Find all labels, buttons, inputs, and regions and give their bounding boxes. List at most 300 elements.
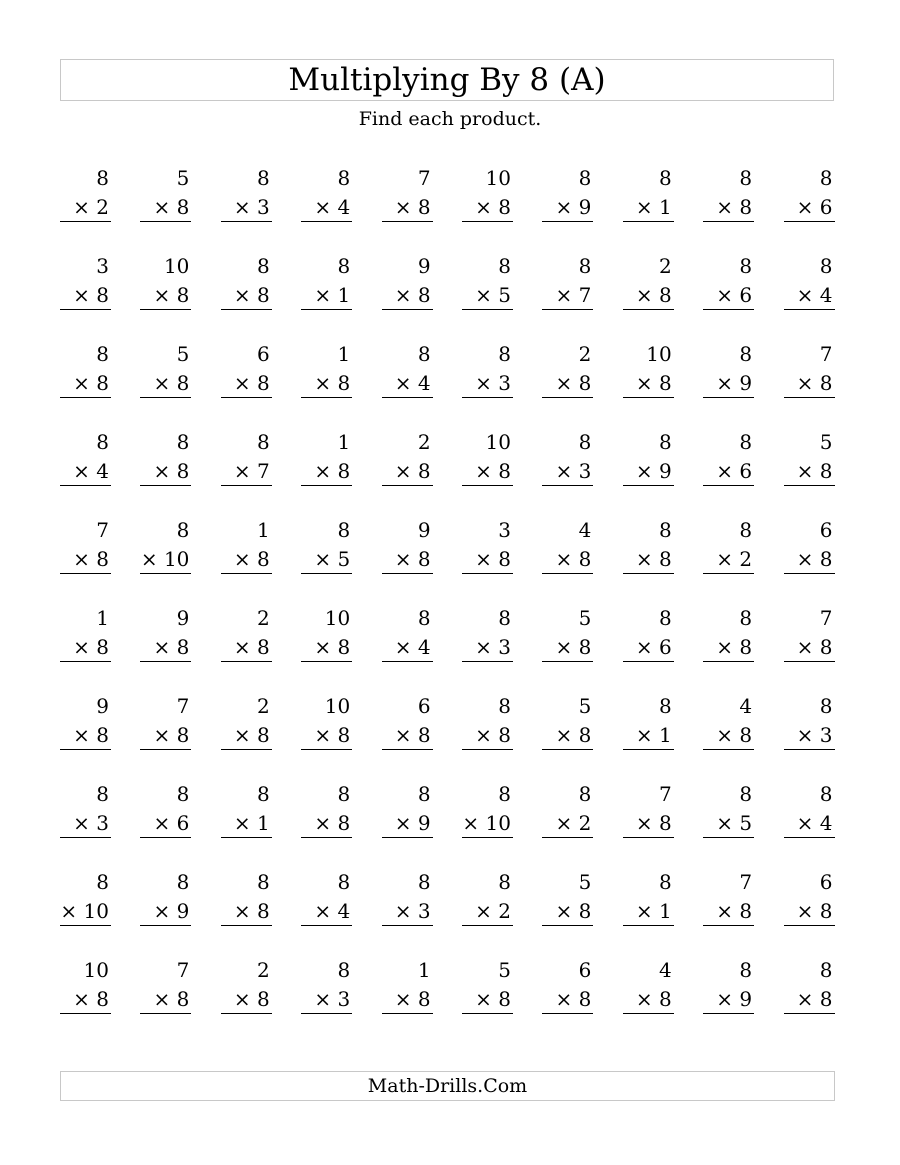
answer-line <box>140 485 191 486</box>
problem <box>623 512 674 572</box>
problem <box>301 776 352 836</box>
answer-line <box>462 485 513 486</box>
multiplier: 4 <box>337 899 351 923</box>
times-sign: × <box>233 195 251 219</box>
answer-line <box>542 1013 593 1014</box>
multiplier: 3 <box>819 723 833 747</box>
multiplier: 8 <box>96 547 109 571</box>
multiplier-row <box>234 811 270 835</box>
times-sign: × <box>555 635 573 659</box>
multiplier: 8 <box>337 723 351 747</box>
multiplier: 9 <box>739 371 753 395</box>
multiplier: 8 <box>257 283 270 307</box>
multiplicand: 2 <box>417 430 431 454</box>
problem <box>542 952 593 1012</box>
times-sign: × <box>140 547 158 571</box>
answer-line <box>221 573 272 574</box>
multiplier-row <box>555 899 591 923</box>
answer-line <box>301 573 352 574</box>
multiplier: 8 <box>176 635 190 659</box>
problem <box>542 248 593 308</box>
multiplier-row <box>555 459 591 483</box>
multiplicand: 8 <box>578 166 592 190</box>
multiplicand: 8 <box>659 870 672 894</box>
multiplicand: 8 <box>659 694 672 718</box>
answer-line <box>784 661 835 662</box>
answer-line <box>542 485 593 486</box>
problem <box>382 864 433 924</box>
multiplier: 5 <box>498 283 511 307</box>
multiplicand: 6 <box>819 518 833 542</box>
times-sign: × <box>475 723 492 747</box>
multiplicand: 8 <box>257 254 270 278</box>
multiplier: 4 <box>337 195 351 219</box>
multiplier: 1 <box>659 899 672 923</box>
multiplicand: 8 <box>739 166 753 190</box>
answer-line <box>784 749 835 750</box>
multiplicand: 2 <box>257 606 270 630</box>
multiplier-row <box>154 635 190 659</box>
answer-line <box>703 573 754 574</box>
answer-line <box>60 925 111 926</box>
multiplier: 3 <box>257 195 270 219</box>
times-sign: × <box>233 283 251 307</box>
times-sign: × <box>394 987 412 1011</box>
multiplier-row <box>555 283 591 307</box>
problem <box>301 512 352 572</box>
times-sign: × <box>475 283 492 307</box>
times-sign: × <box>233 811 251 835</box>
multiplicand: 8 <box>417 782 431 806</box>
multiplicand: 8 <box>417 870 431 894</box>
times-sign: × <box>153 723 171 747</box>
multiplier-row <box>716 635 752 659</box>
answer-line <box>784 1013 835 1014</box>
multiplier: 6 <box>176 811 190 835</box>
problem <box>703 688 754 748</box>
multiplicand: 9 <box>417 518 431 542</box>
problem <box>221 424 272 484</box>
multiplier-row <box>636 195 672 219</box>
multiplier-row <box>73 547 109 571</box>
problem <box>382 776 433 836</box>
answer-line <box>382 221 433 222</box>
multiplier-row <box>462 811 511 835</box>
times-sign: × <box>475 195 492 219</box>
problem <box>542 688 593 748</box>
multiplier-row <box>395 371 431 395</box>
multiplier: 8 <box>578 547 592 571</box>
multiplicand: 8 <box>96 870 109 894</box>
multiplicand: 3 <box>498 518 511 542</box>
multiplicand: 6 <box>819 870 833 894</box>
times-sign: × <box>153 283 171 307</box>
multiplier: 2 <box>498 899 511 923</box>
multiplier-row <box>716 459 752 483</box>
multiplier-row <box>716 283 752 307</box>
times-sign: × <box>233 371 251 395</box>
multiplicand: 8 <box>257 166 270 190</box>
answer-line <box>703 1013 754 1014</box>
multiplier-row <box>73 195 109 219</box>
multiplier-row <box>716 547 752 571</box>
times-sign: × <box>73 459 90 483</box>
multiplier: 1 <box>659 723 672 747</box>
multiplier-row <box>314 811 350 835</box>
problem <box>382 512 433 572</box>
problem <box>140 160 191 220</box>
multiplier: 8 <box>819 899 833 923</box>
times-sign: × <box>635 899 653 923</box>
answer-line <box>301 749 352 750</box>
multiplier-row <box>154 987 190 1011</box>
multiplier-row <box>73 811 109 835</box>
multiplicand: 8 <box>96 342 109 366</box>
problem <box>382 248 433 308</box>
answer-line <box>462 573 513 574</box>
multiplier: 6 <box>739 459 753 483</box>
multiplier-row <box>716 987 752 1011</box>
multiplicand: 8 <box>498 870 511 894</box>
multiplicand: 5 <box>578 694 592 718</box>
multiplicand: 1 <box>96 606 109 630</box>
multiplier-row <box>797 635 833 659</box>
multiplier-row <box>73 283 109 307</box>
answer-line <box>784 485 835 486</box>
multiplicand: 7 <box>819 606 833 630</box>
multiplier: 3 <box>417 899 431 923</box>
multiplier: 6 <box>659 635 672 659</box>
multiplicand: 1 <box>257 518 270 542</box>
problem <box>462 776 513 836</box>
times-sign: × <box>635 371 653 395</box>
problem <box>542 864 593 924</box>
multiplier: 6 <box>819 195 833 219</box>
multiplicand: 8 <box>96 782 109 806</box>
answer-line <box>542 661 593 662</box>
multiplicand: 2 <box>257 958 270 982</box>
multiplier: 4 <box>417 635 431 659</box>
multiplier: 8 <box>819 459 833 483</box>
answer-line <box>140 749 191 750</box>
problem <box>140 336 191 396</box>
multiplier-row <box>716 899 752 923</box>
multiplier-row <box>395 987 431 1011</box>
times-sign: × <box>153 811 171 835</box>
times-sign: × <box>73 987 90 1011</box>
times-sign: × <box>716 899 734 923</box>
times-sign: × <box>716 987 734 1011</box>
multiplicand: 5 <box>176 342 190 366</box>
answer-line <box>301 397 352 398</box>
multiplier: 8 <box>176 371 190 395</box>
multiplier-row <box>475 459 511 483</box>
multiplier: 8 <box>498 195 511 219</box>
answer-line <box>221 1013 272 1014</box>
times-sign: × <box>233 635 251 659</box>
multiplicand: 8 <box>819 782 833 806</box>
problem <box>221 776 272 836</box>
multiplier: 5 <box>739 811 753 835</box>
multiplicand: 8 <box>257 430 270 454</box>
times-sign: × <box>153 371 171 395</box>
multiplicand: 5 <box>578 870 592 894</box>
multiplier: 8 <box>739 723 753 747</box>
multiplicand: 8 <box>739 254 753 278</box>
multiplier-row <box>314 371 350 395</box>
problem <box>301 336 352 396</box>
multiplicand: 2 <box>659 254 672 278</box>
answer-line <box>703 397 754 398</box>
multiplier-row <box>475 987 511 1011</box>
multiplier-row <box>314 635 350 659</box>
times-sign: × <box>462 811 480 835</box>
multiplicand: 1 <box>337 430 351 454</box>
problem <box>703 512 754 572</box>
problem <box>462 424 513 484</box>
answer-line <box>301 485 352 486</box>
multiplier: 8 <box>659 811 672 835</box>
answer-line <box>623 485 674 486</box>
problem <box>703 776 754 836</box>
times-sign: × <box>314 547 332 571</box>
times-sign: × <box>233 987 251 1011</box>
multiplier-row <box>555 547 591 571</box>
footer-box <box>60 1071 835 1101</box>
times-sign: × <box>475 371 492 395</box>
times-sign: × <box>394 459 412 483</box>
problem <box>542 424 593 484</box>
multiplier-row <box>73 723 109 747</box>
answer-line <box>301 309 352 310</box>
multiplier: 8 <box>417 987 431 1011</box>
multiplicand: 8 <box>96 166 109 190</box>
problem <box>140 688 191 748</box>
multiplier-row <box>636 899 672 923</box>
multiplier-row <box>314 459 350 483</box>
times-sign: × <box>796 635 814 659</box>
problem-grid <box>60 160 836 1040</box>
multiplier: 8 <box>498 459 511 483</box>
times-sign: × <box>716 811 734 835</box>
multiplier-row <box>154 811 190 835</box>
problem <box>60 688 111 748</box>
multiplicand: 8 <box>578 430 592 454</box>
problem <box>703 336 754 396</box>
answer-line <box>462 837 513 838</box>
problem <box>60 864 111 924</box>
multiplier-row <box>395 195 431 219</box>
problem <box>462 864 513 924</box>
multiplier: 7 <box>257 459 270 483</box>
multiplicand: 8 <box>176 518 190 542</box>
times-sign: × <box>796 899 814 923</box>
answer-line <box>623 309 674 310</box>
times-sign: × <box>716 547 734 571</box>
multiplier-row <box>475 195 511 219</box>
multiplier-row <box>636 283 672 307</box>
answer-line <box>623 749 674 750</box>
times-sign: × <box>635 459 653 483</box>
problem <box>462 160 513 220</box>
problem <box>60 952 111 1012</box>
times-sign: × <box>475 899 492 923</box>
problem <box>784 424 835 484</box>
answer-line <box>703 749 754 750</box>
problem <box>221 600 272 660</box>
multiplier: 6 <box>739 283 753 307</box>
problem <box>221 336 272 396</box>
times-sign: × <box>796 195 814 219</box>
multiplier: 8 <box>659 371 672 395</box>
multiplier: 8 <box>337 459 351 483</box>
problem <box>462 688 513 748</box>
multiplier-row <box>716 371 752 395</box>
multiplicand: 8 <box>257 870 270 894</box>
multiplier-row <box>797 723 833 747</box>
multiplier-row <box>234 547 270 571</box>
problem <box>623 600 674 660</box>
problem <box>301 600 352 660</box>
multiplier: 3 <box>96 811 109 835</box>
multiplicand: 8 <box>417 606 431 630</box>
multiplier: 8 <box>498 547 511 571</box>
multiplier-row <box>555 811 591 835</box>
answer-line <box>703 309 754 310</box>
problem <box>784 248 835 308</box>
multiplicand: 8 <box>337 870 351 894</box>
multiplier-row <box>395 635 431 659</box>
answer-line <box>140 1013 191 1014</box>
multiplier-row <box>60 899 109 923</box>
answer-line <box>221 221 272 222</box>
multiplier: 9 <box>578 195 592 219</box>
multiplier: 8 <box>96 987 109 1011</box>
multiplicand: 8 <box>176 430 190 454</box>
multiplicand: 5 <box>819 430 833 454</box>
multiplier-row <box>314 547 350 571</box>
answer-line <box>623 925 674 926</box>
times-sign: × <box>394 283 412 307</box>
multiplier: 8 <box>176 987 190 1011</box>
problem <box>140 512 191 572</box>
multiplicand: 8 <box>337 254 351 278</box>
problem <box>542 600 593 660</box>
times-sign: × <box>394 723 412 747</box>
answer-line <box>221 309 272 310</box>
multiplicand: 8 <box>337 518 351 542</box>
problem <box>60 600 111 660</box>
multiplicand: 8 <box>176 870 190 894</box>
answer-line <box>462 661 513 662</box>
multiplier-row <box>636 635 672 659</box>
multiplier: 9 <box>659 459 672 483</box>
multiplier-row <box>314 987 350 1011</box>
multiplier: 8 <box>498 987 511 1011</box>
times-sign: × <box>716 635 734 659</box>
problem <box>542 776 593 836</box>
multiplicand: 9 <box>176 606 190 630</box>
problem <box>703 160 754 220</box>
multiplier-row <box>395 547 431 571</box>
times-sign: × <box>635 987 653 1011</box>
times-sign: × <box>314 811 332 835</box>
problem <box>623 952 674 1012</box>
problem <box>301 864 352 924</box>
multiplier: 8 <box>176 723 190 747</box>
problem <box>784 952 835 1012</box>
multiplier-row <box>636 371 672 395</box>
multiplicand: 10 <box>485 166 511 190</box>
problem <box>382 160 433 220</box>
problem <box>542 160 593 220</box>
answer-line <box>703 221 754 222</box>
multiplicand: 8 <box>739 342 753 366</box>
problem <box>221 512 272 572</box>
multiplicand: 9 <box>417 254 431 278</box>
problem <box>221 248 272 308</box>
answer-line <box>542 221 593 222</box>
times-sign: × <box>153 899 171 923</box>
problem <box>382 952 433 1012</box>
multiplier-row <box>475 723 511 747</box>
multiplicand: 8 <box>739 782 753 806</box>
answer-line <box>703 661 754 662</box>
problem <box>784 512 835 572</box>
answer-line <box>623 221 674 222</box>
multiplier-row <box>314 283 350 307</box>
times-sign: × <box>635 635 653 659</box>
answer-line <box>784 925 835 926</box>
multiplicand: 8 <box>659 606 672 630</box>
instructions: Find each product. <box>358 108 542 130</box>
times-sign: × <box>555 195 573 219</box>
times-sign: × <box>73 811 90 835</box>
multiplicand: 3 <box>96 254 109 278</box>
multiplier: 8 <box>578 987 592 1011</box>
multiplier: 8 <box>96 371 109 395</box>
multiplier: 4 <box>417 371 431 395</box>
answer-line <box>301 1013 352 1014</box>
multiplicand: 8 <box>498 342 511 366</box>
times-sign: × <box>716 283 734 307</box>
answer-line <box>623 837 674 838</box>
multiplier: 10 <box>485 811 511 835</box>
problem <box>60 248 111 308</box>
problem <box>462 600 513 660</box>
answer-line <box>382 309 433 310</box>
multiplier-row <box>797 811 833 835</box>
multiplier-row <box>395 283 431 307</box>
problem <box>301 952 352 1012</box>
multiplicand: 8 <box>498 606 511 630</box>
multiplicand: 8 <box>819 958 833 982</box>
multiplier: 8 <box>739 195 753 219</box>
problem <box>703 248 754 308</box>
problem <box>542 512 593 572</box>
answer-line <box>542 925 593 926</box>
multiplier: 8 <box>337 811 351 835</box>
problem <box>703 952 754 1012</box>
title-box <box>60 59 834 101</box>
multiplicand: 10 <box>83 958 109 982</box>
answer-line <box>382 397 433 398</box>
answer-line <box>784 397 835 398</box>
multiplier: 8 <box>176 283 190 307</box>
answer-line <box>60 661 111 662</box>
times-sign: × <box>314 195 332 219</box>
times-sign: × <box>314 283 332 307</box>
